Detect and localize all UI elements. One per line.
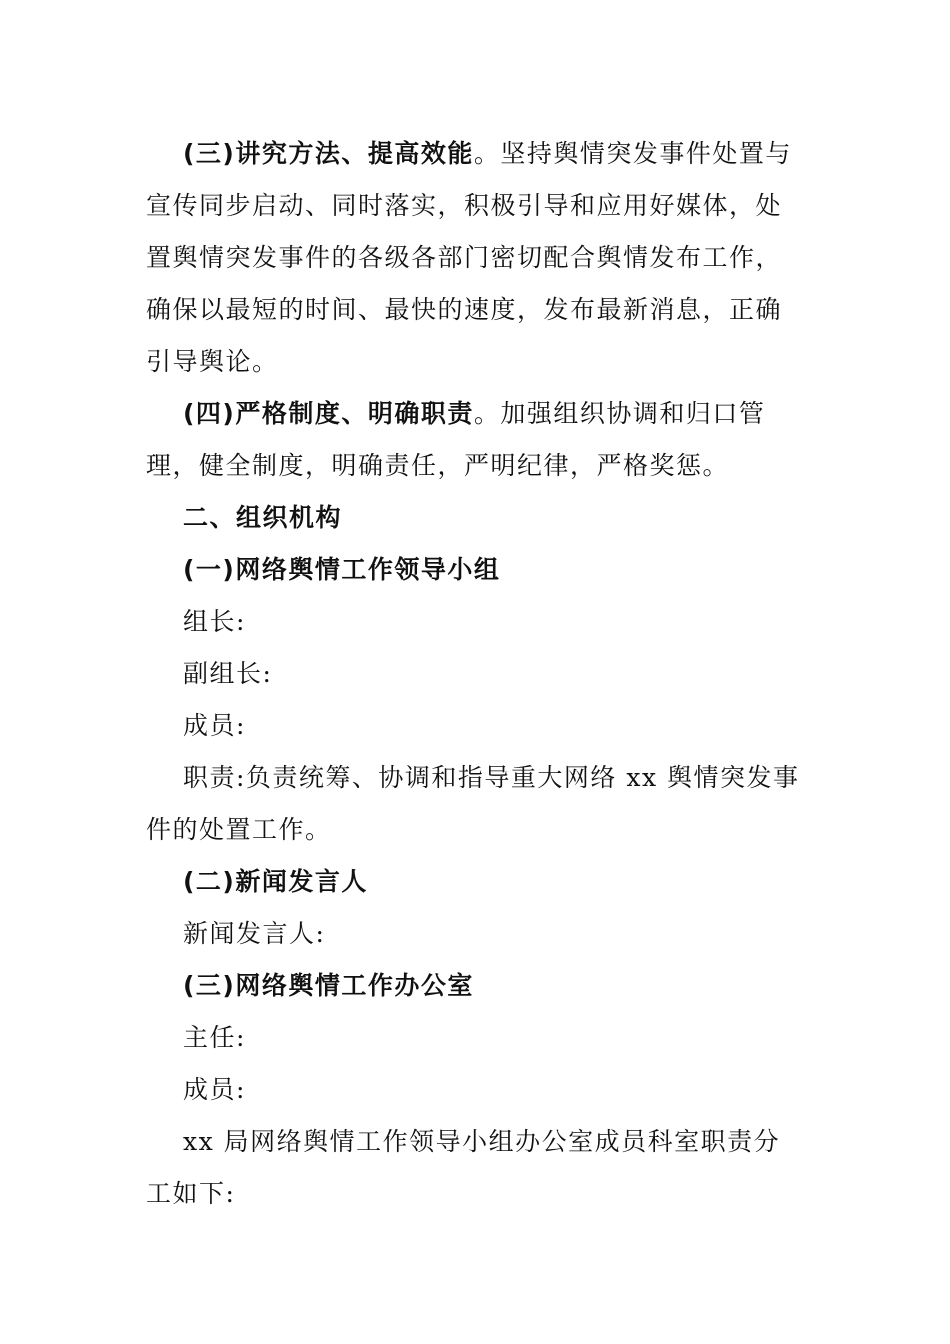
paragraph-heading: (三)讲究方法、提高效能: [183, 139, 474, 168]
paragraph-text: 。加强组织协调和归口管理，健全制度，明确责任，严明纪律，严格奖惩。: [146, 399, 766, 480]
subsection-title-office: (三)网络舆情工作办公室: [183, 971, 474, 1000]
field-group-leader: 组长:: [183, 607, 246, 636]
field-office-director: 主任:: [183, 1023, 246, 1052]
field-spokesperson: 新闻发言人:: [183, 919, 326, 948]
field-group-members: 成员:: [183, 711, 246, 740]
paragraph-division-of-duties: xx 局网络舆情工作领导小组办公室成员科室职责分工如下:: [146, 1127, 781, 1208]
section-title-organization: 二、组织机构: [183, 503, 343, 532]
subsection-title-leading-group: (一)网络舆情工作领导小组: [183, 555, 501, 584]
subsection-title-spokesperson: (二)新闻发言人: [183, 867, 368, 896]
paragraph-text: 。坚持舆情突发事件处置与宣传同步启动、同时落实，积极引导和应用好媒体，处置舆情突发事件的各级各部门密切配合舆情发布工作，确保以最短的时间、最快的速度，发布最新消息，正确引导舆论。: [146, 139, 792, 376]
paragraph-methods-efficiency: [146, 128, 806, 388]
document-body: [146, 128, 806, 1220]
field-office-members: 成员:: [183, 1075, 246, 1104]
field-group-duty: 职责:负责统筹、协调和指导重大网络 xx 舆情突发事件的处置工作。: [146, 763, 800, 844]
field-deputy-leader: 副组长:: [183, 659, 273, 688]
paragraph-system-duties: [146, 388, 806, 492]
paragraph-heading: (四)严格制度、明确职责: [183, 399, 474, 428]
